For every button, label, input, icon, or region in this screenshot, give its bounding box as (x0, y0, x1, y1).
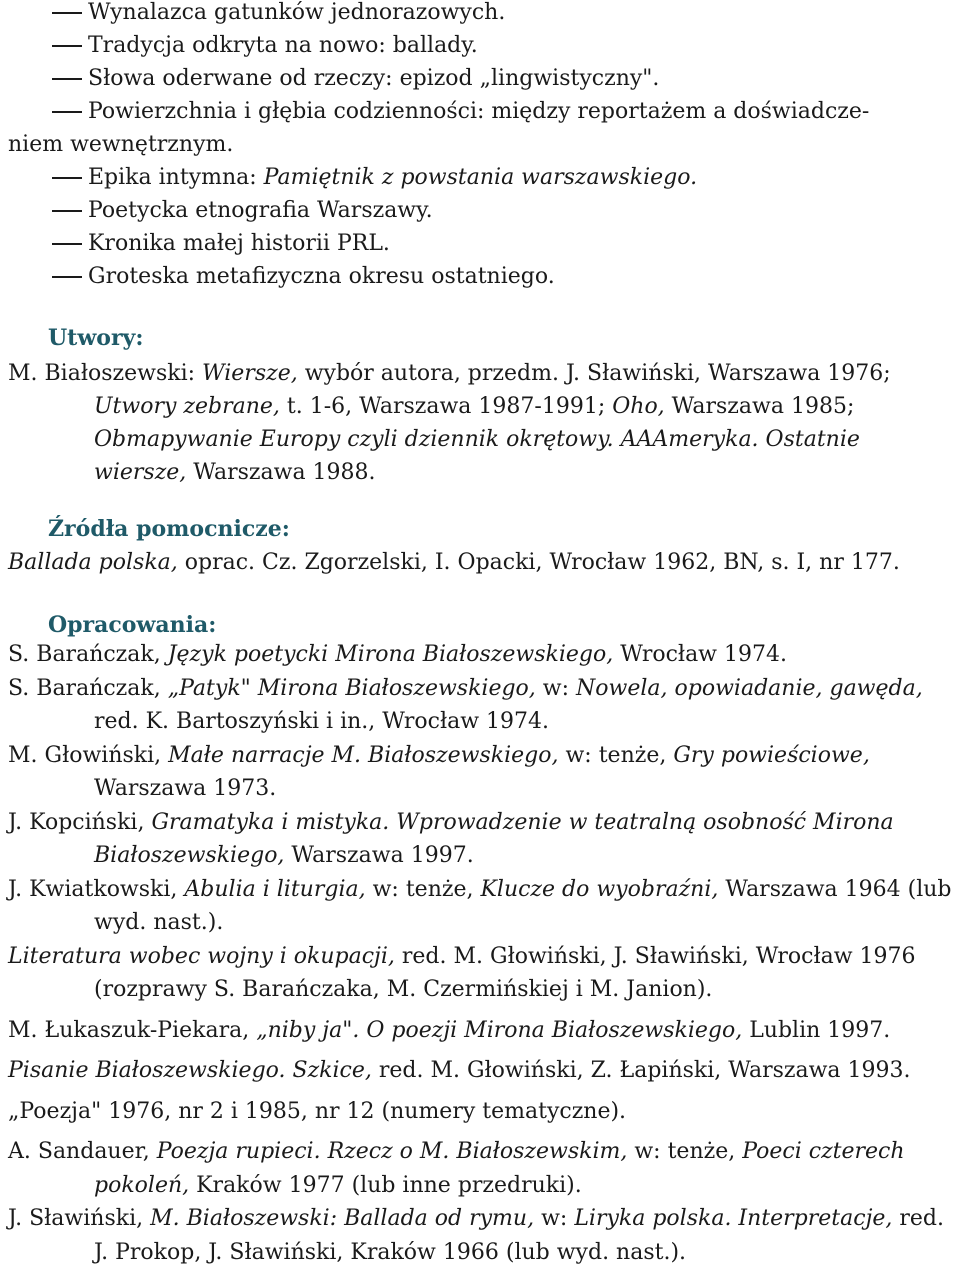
dash-marker (52, 78, 82, 80)
title-run: Oho, (612, 394, 665, 419)
text-run: Warszawa 1985; (664, 394, 855, 419)
text-run: w: tenże, (365, 876, 481, 902)
zrodla-entry (8, 546, 958, 579)
text-run: red. K. Bartoszyński i in., Wrocław 1974. (94, 709, 550, 734)
bibliography-entry (8, 940, 958, 1007)
text-run: Warszawa 1973. (94, 776, 277, 801)
topic-item (8, 260, 958, 293)
title-run: „Patyk" Mirona Białoszewskiego, (167, 675, 536, 701)
title-run: Małe narracje M. Białoszewskiego, (168, 742, 559, 768)
text-run: red. M. Głowiński, J. Sławiński, Wrocław 1976 (rozprawy S. Barańczaka, M. Czermińskiej i M. Janion). (94, 943, 916, 1002)
text-run: S. Barańczak, (8, 642, 168, 667)
text-run: Warszawa 1988. (186, 460, 376, 485)
title-run: Gry powieściowe, (673, 742, 870, 768)
topic-item (8, 62, 958, 95)
bibliography-entry (8, 672, 958, 739)
topic-text: Słowa oderwane od rzeczy: epizod „lingwistyczny". (88, 66, 660, 91)
text-run: red. M. Głowiński, Z. Łapiński, Warszawa 1993. (371, 1058, 911, 1083)
bibliography-entry (8, 739, 958, 806)
topic-text: Kronika małej historii PRL. (88, 231, 390, 256)
topic-text: Tradycja odkryta na nowo: ballady. (88, 33, 478, 58)
text-run: w: (535, 675, 577, 701)
topic-title: Pamiętnik z powstania warszawskiego. (263, 165, 698, 190)
topic-text: Poetycka etnografia Warszawy. (88, 198, 433, 223)
dash-marker (52, 111, 82, 113)
title-run: Poezja rupieci. Rzecz o M. Białoszewskim, (156, 1139, 628, 1164)
title-run: „niby ja". O poezji Mirona Białoszewskiego, (256, 1017, 743, 1043)
title-run: Abulia i liturgia, (184, 876, 366, 902)
topic-item (8, 95, 958, 128)
topic-item (8, 161, 958, 194)
opracowania-list (8, 638, 958, 1269)
text-run: t. 1-6, Warszawa 1987-1991; (279, 394, 613, 419)
text-run: S. Barańczak, (8, 675, 168, 701)
text-run: M. Białoszewski: (8, 361, 203, 386)
text-run: A. Sandauer, (8, 1139, 157, 1164)
dash-marker (52, 12, 82, 14)
text-run: oprac. Cz. Zgorzelski, I. Opacki, Wrocław 1962, BN, s. I, nr 177. (177, 550, 900, 575)
bibliography-entry (8, 1135, 958, 1202)
text-run: red. J. Prokop, J. Sławiński, Kraków 1966 (lub wyd. nast.). (94, 1206, 945, 1265)
dash-marker (52, 276, 82, 278)
text-run: w: tenże, (627, 1139, 743, 1164)
bibliography-entry (8, 1095, 958, 1129)
title-run: Utwory zebrane, (94, 394, 280, 419)
title-run: Wiersze, (202, 361, 298, 386)
heading-utwory: Utwory: (48, 325, 144, 351)
text-run: wybór autora, przedm. J. Sławiński, Warszawa 1976; (297, 361, 891, 386)
bibliography-entry (8, 1054, 958, 1088)
bibliography-entry (8, 1202, 958, 1269)
title-run: Literatura wobec wojny i okupacji, (8, 943, 395, 969)
title-run: Liryka polska. Interpretacje, (574, 1206, 893, 1231)
title-run: Klucze do wyobraźni, (480, 876, 719, 902)
dash-marker (52, 177, 82, 179)
title-run: Ballada polska, (8, 550, 178, 575)
topic-text: Epika intymna: (88, 165, 264, 190)
dash-marker (52, 243, 82, 245)
topic-list (8, 0, 958, 293)
text-run: M. Łukaszuk-Piekara, (8, 1017, 257, 1043)
topic-item (8, 0, 958, 29)
title-run: Język poetycki Mirona Białoszewskiego, (167, 642, 614, 667)
bibliography-entry (8, 873, 958, 940)
topic-text: Wynalazca gatunków jednorazowych. (88, 0, 506, 25)
text-run: w: tenże, (558, 742, 674, 768)
heading-zrodla: Źródła pomocnicze: (48, 516, 290, 542)
title-run: M. Białoszewski: Ballada od rymu, (150, 1206, 535, 1231)
text-run: „Poezja" 1976, nr 2 i 1985, nr 12 (numery tematyczne). (8, 1098, 627, 1124)
heading-opracowania: Opracowania: (48, 612, 217, 638)
title-run: Obmapywanie Europy czyli dziennik okrętowy. AAAmeryka. Ostatnie wiersze, (94, 427, 860, 485)
utwory-section (8, 357, 958, 489)
text-run: Warszawa 1997. (284, 843, 474, 868)
text-run: Kraków 1977 (lub inne przedruki). (189, 1172, 582, 1198)
topic-text: niem wewnętrznym. (8, 132, 234, 157)
bibliography-entry (8, 806, 958, 873)
text-run: Lublin 1997. (742, 1017, 891, 1043)
text-run: Wrocław 1974. (613, 642, 787, 667)
title-run: Nowela, opowiadanie, gawęda, (576, 675, 923, 701)
utwory-entry (8, 357, 958, 489)
topic-item (8, 29, 958, 62)
bibliography-entry (8, 638, 958, 672)
title-run: Gramatyka i mistyka. Wprowadzenie w teatralną osobność Mirona Białoszewskiego, (94, 809, 894, 868)
text-run: J. Kopciński, (8, 809, 152, 835)
text-run: Warszawa 1964 (lub wyd. nast.). (94, 876, 952, 935)
dash-marker (52, 45, 82, 47)
topic-item (8, 194, 958, 227)
bibliography-entry (8, 1014, 958, 1048)
text-run: w: (534, 1206, 575, 1231)
topic-text: Groteska metafizyczna okresu ostatniego. (88, 264, 555, 289)
topic-text: Powierzchnia i głębia codzienności: między reportażem a doświadcze- (88, 99, 870, 124)
dash-marker (52, 210, 82, 212)
text-run: J. Sławiński, (8, 1206, 151, 1231)
topic-item (8, 227, 958, 260)
zrodla-section (8, 546, 958, 579)
title-run: Pisanie Białoszewskiego. Szkice, (8, 1058, 372, 1083)
title-run: Poeci czterech pokoleń, (94, 1139, 905, 1198)
topic-continuation (8, 128, 958, 161)
text-run: M. Głowiński, (8, 742, 169, 768)
text-run: J. Kwiatkowski, (8, 876, 185, 902)
